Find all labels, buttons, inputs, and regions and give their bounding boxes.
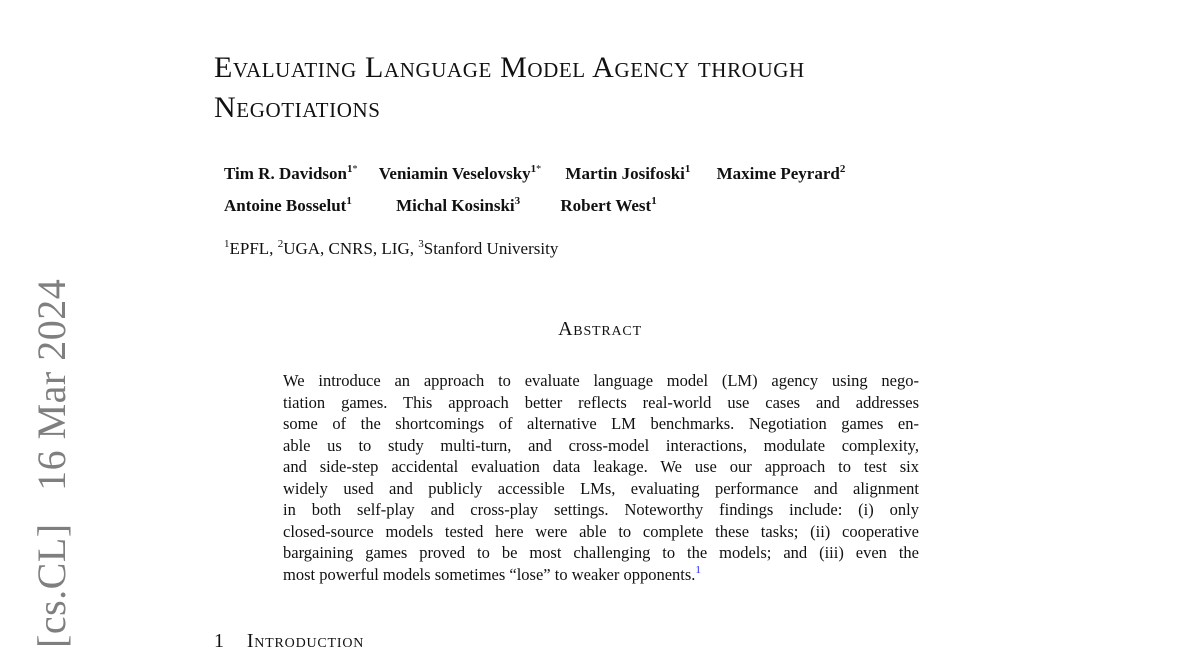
affiliation-text: Stanford University: [423, 239, 559, 258]
author-name: Tim R. Davidson: [224, 164, 347, 183]
paper-title-line-1: Evaluating Language Model Agency through: [214, 51, 805, 84]
section-number: 1: [214, 630, 225, 652]
abstract-line-text: most powerful models sometimes “lose” to weaker opponents.: [283, 564, 696, 584]
footnote-link[interactable]: 1: [695, 563, 701, 576]
author: [396, 190, 520, 222]
affiliation-text: UGA, CNRS, LIG,: [283, 239, 419, 258]
author: [565, 158, 690, 190]
abstract-line: bargaining games proved to be most challenging to the models; and (iii) even the: [283, 543, 919, 562]
author-affiliation-mark: 2: [839, 163, 846, 175]
abstract-line-last: [283, 564, 919, 586]
arxiv-date: 16 Mar 2024: [29, 278, 74, 491]
abstract-line: We introduce an approach to evaluate language model (LM) agency using nego-: [283, 371, 919, 390]
abstract-body: [283, 370, 919, 585]
author-name: Martin Josifoski: [565, 164, 685, 183]
author-name: Veniamin Veselovsky: [378, 164, 531, 183]
author-row-2: [224, 190, 1004, 222]
author-name: Robert West: [560, 196, 652, 215]
affiliation-mark: 1: [224, 238, 230, 250]
equal-contribution-mark: *: [352, 164, 358, 175]
affiliations: [224, 239, 558, 259]
section-title: Introduction: [246, 630, 365, 652]
abstract-line: widely used and publicly accessible LMs, evaluating performance and alignment: [283, 478, 919, 498]
arxiv-category: [cs.CL]: [29, 523, 74, 648]
affiliation-mark: 2: [277, 238, 284, 250]
abstract-line: in both self-play and cross-play settings. Noteworthy findings include: (i) only: [283, 500, 919, 519]
author-affiliation-mark: 1: [346, 163, 353, 175]
author: [379, 158, 541, 190]
abstract-line: and side-step accidental evaluation data leakage. We use our approach to test six: [283, 457, 919, 476]
abstract-line: closed-source models tested here were able to complete these tasks; (ii) cooperative: [283, 521, 919, 541]
equal-contribution-mark: *: [536, 164, 542, 175]
author-list: [224, 158, 1004, 222]
paper-title-line-2: Negotiations: [214, 91, 381, 124]
author-name: Maxime Peyrard: [716, 164, 840, 183]
author: [224, 158, 357, 190]
author-name: Michal Kosinski: [396, 196, 515, 215]
author-affiliation-mark: 1: [684, 163, 691, 175]
author: [224, 190, 352, 222]
author: [717, 158, 846, 190]
author: [560, 190, 656, 222]
author-affiliation-mark: 1: [651, 195, 657, 207]
author-name: Antoine Bosselut: [224, 196, 347, 215]
abstract-line: some of the shortcomings of alternative LM benchmarks. Negotiation games en-: [283, 414, 919, 433]
affiliation-mark: 3: [418, 238, 424, 250]
author-affiliation-mark: 1: [346, 195, 352, 207]
abstract-line: tiation games. This approach better reflects real-world use cases and addresses: [283, 392, 919, 412]
author-affiliation-mark: 3: [514, 195, 521, 207]
section-heading: [214, 630, 364, 653]
abstract-heading: Abstract: [558, 318, 642, 340]
paper-title: [214, 48, 1034, 128]
abstract-line: able us to study multi-turn, and cross-model interactions, modulate complexity,: [283, 435, 919, 455]
author-row-1: [224, 158, 1004, 190]
affiliation-text: EPFL,: [229, 239, 278, 258]
author-affiliation-mark: 1: [530, 163, 537, 175]
